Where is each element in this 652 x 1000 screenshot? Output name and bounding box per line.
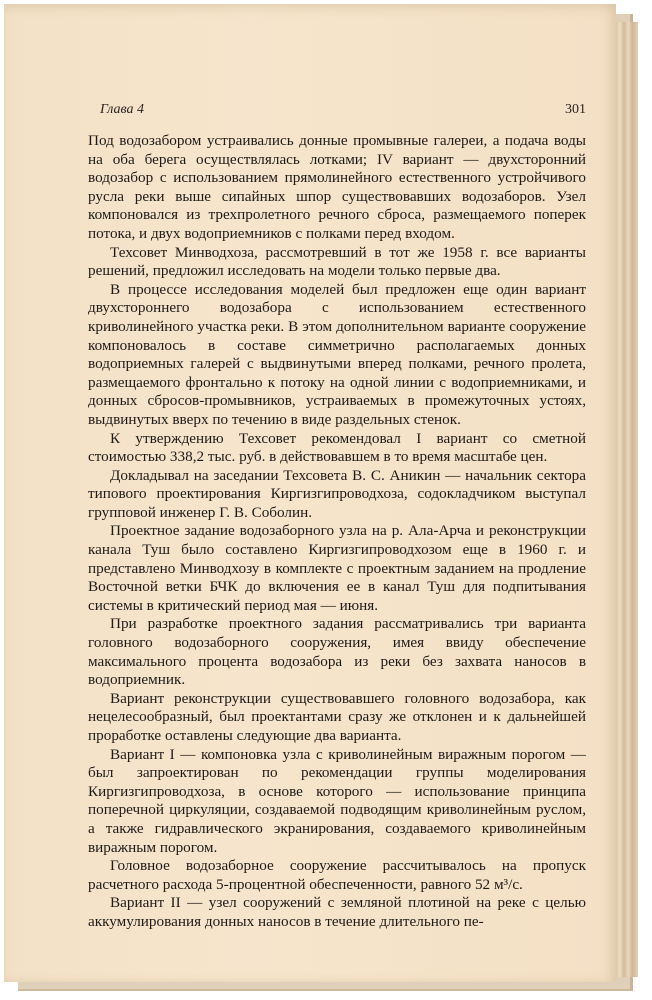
paragraph: К утверждению Техсовет рекомендовал I вариант со сметной стоимостью 338,2 тыс. руб. в действовавшем в то время масштабе цен. — [88, 429, 586, 466]
chapter-title: Глава 4 — [100, 102, 144, 117]
paragraph: Вариант II — узел сооружений с земляной плотиной на реке с целью аккумулирования донных наносов в течение длительного пе- — [88, 894, 586, 930]
page-number: 301 — [565, 102, 586, 117]
paragraph: Вариант реконструкции существовавшего головного водозабора, как нецелесообразный, был проектантами сразу же отклонен и к дальнейшей проработке оставлены следующие два варианта. — [88, 689, 586, 744]
body-text — [88, 132, 586, 932]
paragraph: Головное водозаборное сооружение рассчитывалось на пропуск расчетного расхода 5-процентной обеспеченности, равного 52 м³/с. — [88, 857, 586, 893]
paragraph: Проектное задание водозаборного узла на р. Ала-Арча и реконструкции канала Туш было составлено Киргизгипроводхозом еще в 1960 г. и представлено Минводхозу в комплекте с проектным заданием на продление Восточной ветки БЧК до включения ее в канал Туш для подпитывания системы в критический период мая — июня. — [88, 522, 586, 614]
paragraph: При разработке проектного задания рассматривались три варианта головного водозаборного сооружения, имея ввиду обеспечение максимального процента водозабора из реки без захвата наносов в водоприемник. — [88, 615, 586, 689]
paragraph: В процессе исследования моделей был предложен еще один вариант двухстороннего водозабора с использованием естественного криволинейного участка реки. В этом дополнительном варианте сооружение компоновалось в составе симметрично располагаемых донных водоприемных галерей с выдвинутыми вперед полками, речного пролета, размещаемого фронтально к потоку на одной линии с водоприемниками, и донных сбросов-промывников, устраиваемых в промежуточных устоях, выдвинутых вверх по течению в виде раздельных стенок. — [88, 280, 586, 428]
paragraph: Докладывал на заседании Техсовета В. С. Аникин — начальник сектора типового проектирования Киргизгипроводхоза, содокладчиком выступал групповой инженер Г. В. Соболин. — [88, 466, 586, 521]
paragraph: Техсовет Минводхоза, рассмотревший в тот же 1958 г. все варианты решений, предложил исследовать на модели только первые два. — [88, 243, 586, 280]
paragraph: Под водозабором устраивались донные промывные галереи, а подача воды на оба берега осуществлялась лотками; IV вариант — двухсторонний водозабор с использованием прямолинейного естественного устройчивого русла реки выше сипайных шпор существовавших водозаборов. Узел компоновался из трехпролетного речного сброса, размещаемого поперек потока, и двух водоприемников с полками перед входом. — [88, 132, 586, 242]
running-header — [100, 102, 586, 122]
paragraph: Вариант I — компоновка узла с криволинейным виражным порогом — был запроектирован по рекомендации группы моделирования Киргизгипроводхоза, в основе которого — использование принципа поперечной циркуляции, создаваемой подводящим криволинейным руслом, а также гидравлического экранирования, создаваемого криволинейным виражным порогом. — [88, 745, 586, 856]
